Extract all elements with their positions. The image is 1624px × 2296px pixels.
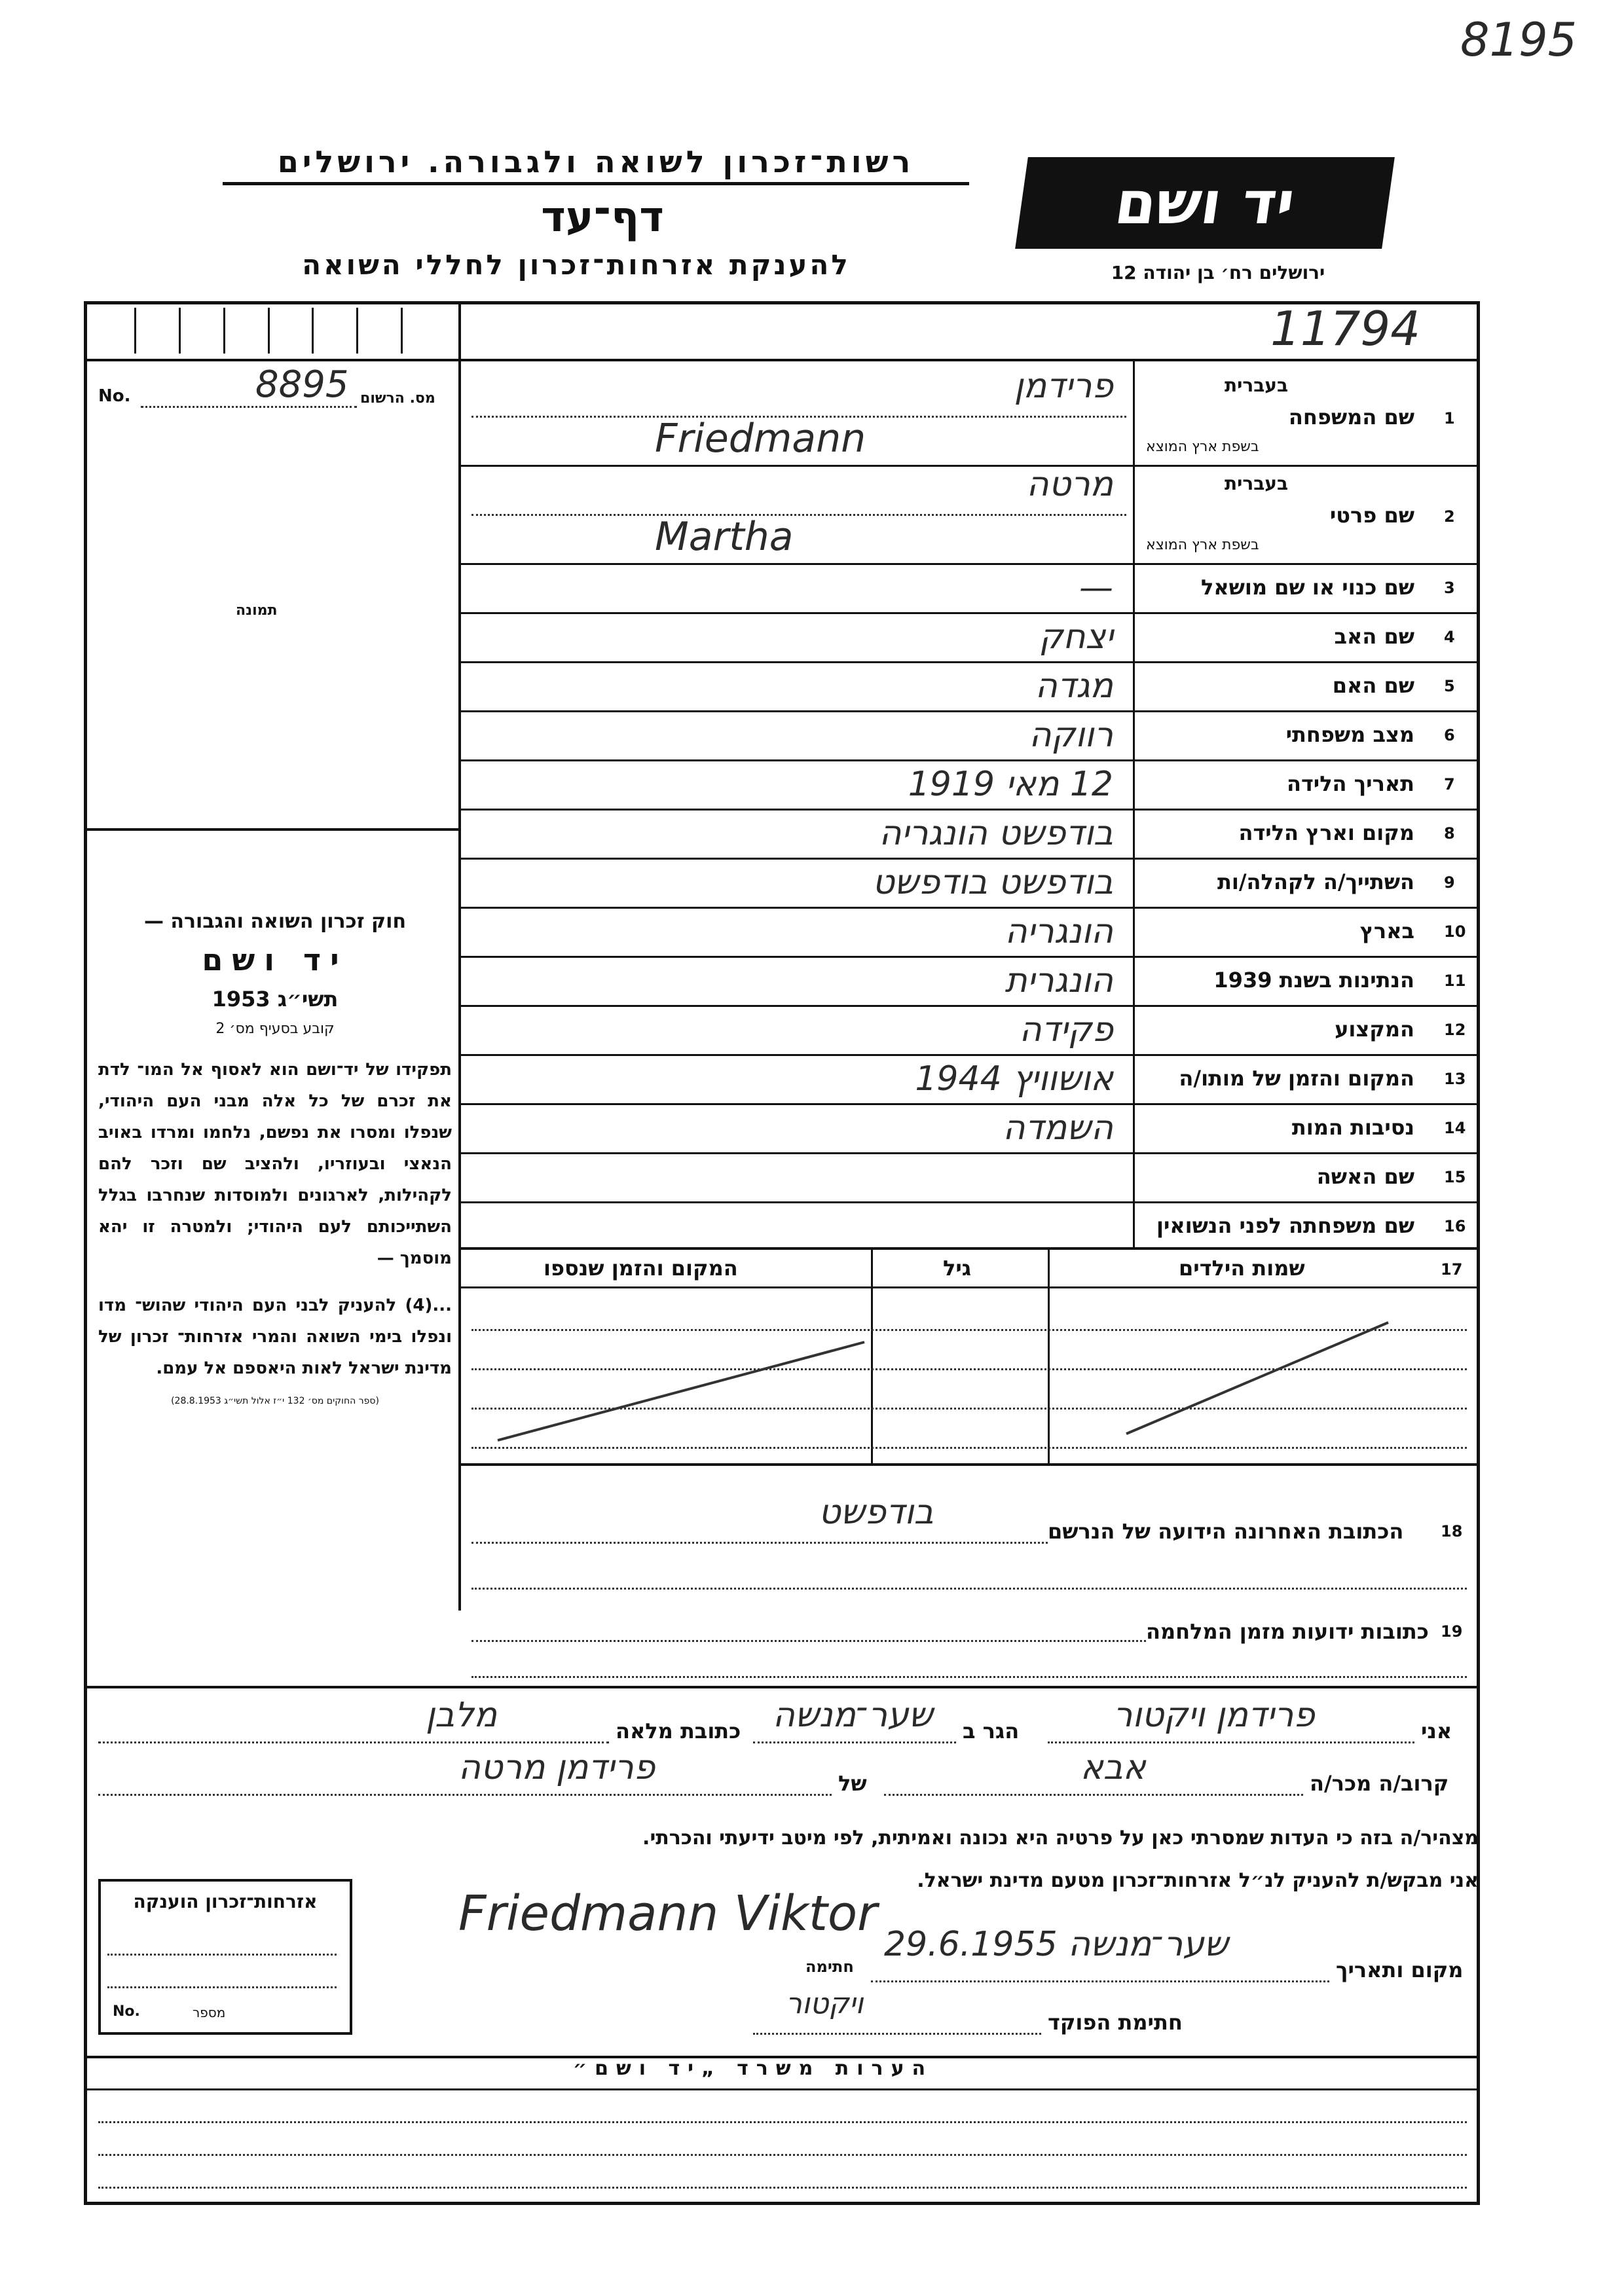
field-10-label: בארץ <box>1359 919 1414 943</box>
law-name: יד ושם <box>202 942 348 977</box>
stamp-box-no: No. <box>113 2003 140 2020</box>
decl-ani: אני <box>1421 1719 1452 1743</box>
field-12-label: המקצוע <box>1335 1017 1414 1042</box>
field-2-number: 2 <box>1444 507 1455 526</box>
field-5-value: מגדה <box>1035 666 1113 706</box>
field-6-value: רווקה <box>1029 716 1113 755</box>
decl-place-date: מקום ותאריך <box>1336 1958 1464 1982</box>
field-1-sub-origin: בשפת ארץ המוצא <box>1146 439 1259 455</box>
yad-vashem-logo <box>1015 157 1395 249</box>
field-17-number: 17 <box>1441 1260 1463 1279</box>
field-10-number: 10 <box>1444 922 1466 941</box>
field-11-value: הונגרית <box>1005 961 1113 1000</box>
field-1-sub-hebrew: בעברית <box>1225 374 1289 396</box>
field-5-label: שם האם <box>1332 673 1414 698</box>
children-names-header: שמות הילדים <box>1179 1256 1305 1281</box>
decl-of-value: פרידמן מרטה <box>458 1748 655 1787</box>
field-10-value: הונגריה <box>1005 912 1113 951</box>
decl-city-value: שער־מנשה <box>773 1696 933 1735</box>
decl-request: אני מבקש/ת להעניק לנ״ל אזרחות־זכרון מטעם מדינת ישראל. <box>917 1869 1479 1892</box>
field-7-label: תאריך הלידה <box>1286 771 1414 796</box>
field-2-sub-origin: בשפת ארץ המוצא <box>1146 537 1259 553</box>
decl-full-address: כתובת מלאה <box>616 1719 741 1743</box>
field-16-label: שם משפחתה לפני הנשואין <box>1156 1213 1414 1238</box>
registration-label: מס. הרשום <box>360 390 435 407</box>
field-15-label: שם האשה <box>1316 1164 1414 1189</box>
field-8-label: מקום וארץ הלידה <box>1238 820 1414 845</box>
law-year: תשי״ג 1953 <box>212 987 339 1011</box>
decl-lives-in: הגר ב <box>963 1719 1020 1743</box>
form-subtitle: להענקת אזרחות־זכרון לחללי השואה <box>302 249 851 281</box>
field-3-value: — <box>1079 568 1113 608</box>
field-4-label: שם האב <box>1334 624 1414 649</box>
decl-of: של <box>838 1771 867 1796</box>
children-strike-lines <box>471 1290 1467 1460</box>
code-boxes <box>92 308 445 354</box>
law-source: (ספר החוקים מס׳ 132 י״ז אלול תשי״ג 28.8.1953) <box>171 1396 379 1406</box>
field-15-number: 15 <box>1444 1168 1466 1186</box>
decl-address-value: מלבן <box>426 1696 498 1735</box>
field-1-value-origin: Friedmann <box>655 416 866 462</box>
field-4-number: 4 <box>1444 628 1455 646</box>
law-text <box>98 910 452 1406</box>
law-title: חוק זכרון השואה והגבורה — <box>143 910 407 933</box>
field-8-number: 8 <box>1444 824 1455 843</box>
authority-title: רשות־זכרון לשואה ולגבורה. ירושלים <box>223 144 969 185</box>
field-3-label: שם כנוי או שם מושאל <box>1200 575 1414 600</box>
field-18-label: הכתובת האחרונה הידועה של הנרשם <box>1048 1519 1404 1544</box>
field-19-number: 19 <box>1441 1622 1463 1641</box>
field-4-value: יצחק <box>1039 617 1113 657</box>
field-6-number: 6 <box>1444 726 1455 744</box>
decl-place-date-value: שער־מנשה 29.6.1955 <box>884 1925 1228 1964</box>
decl-signature: חתימה <box>805 1958 854 1976</box>
registration-number: 8895 <box>255 363 349 406</box>
remarks-title: הערות משרד „יד ושם״ <box>572 2057 934 2080</box>
decl-signature-value: Friedmann Viktor <box>458 1886 877 1942</box>
law-paragraph-2: ...(4) להעניק לבני העם היהודי שהוש־ מדו ונפלו בימי השואה והמרי אזרחות־ זכרון של מדינת ישראל לאות היאספם אל עמם. <box>98 1296 452 1378</box>
field-2-label: שם פרטי <box>1329 503 1414 528</box>
field-18-value: בודפשט <box>819 1493 934 1532</box>
field-19-label: כתובות ידועות מזמן המלחמה <box>1146 1619 1429 1644</box>
field-13-value: אושוויץ 1944 <box>915 1059 1113 1099</box>
decl-relation-value: אבא <box>1080 1748 1146 1787</box>
field-7-number: 7 <box>1444 775 1455 793</box>
stamp-box-number-label: מספר <box>193 2005 226 2020</box>
law-clause: קובע בסעיף מס׳ 2 <box>215 1021 335 1037</box>
decl-name-value: פרידמן ויקטור <box>1113 1696 1315 1735</box>
field-13-number: 13 <box>1444 1070 1466 1088</box>
field-11-number: 11 <box>1444 972 1466 990</box>
citizenship-stamp-box <box>98 1879 352 2035</box>
field-14-value: השמדה <box>1003 1108 1113 1148</box>
field-18-number: 18 <box>1441 1522 1463 1540</box>
field-8-value: בודפשט הונגריה <box>879 814 1113 853</box>
field-13-label: המקום והזמן של מותו/ה <box>1179 1066 1414 1091</box>
top-number: 11794 <box>1270 301 1421 356</box>
field-2-sub-hebrew: בעברית <box>1225 473 1289 494</box>
decl-official: חתימת הפוקד <box>1048 2010 1183 2035</box>
stamp-box-title: אזרחות־זכרון הוענקה <box>133 1891 318 1912</box>
field-3-number: 3 <box>1444 579 1455 597</box>
field-1-value: פרידמן <box>1014 367 1113 406</box>
field-14-label: נסיבות המות <box>1291 1115 1414 1140</box>
field-2-value-origin: Martha <box>655 514 794 560</box>
field-12-value: פקידה <box>1019 1010 1113 1049</box>
address: ירושלים רח׳ בן יהודה 12 <box>1111 262 1325 283</box>
field-11-label: הנתינות בשנת 1939 <box>1213 968 1414 993</box>
field-6-label: מצב משפחתי <box>1285 722 1414 747</box>
field-1-number: 1 <box>1444 409 1455 428</box>
field-9-number: 9 <box>1444 873 1455 892</box>
field-12-number: 12 <box>1444 1021 1466 1039</box>
field-16-number: 16 <box>1444 1217 1466 1235</box>
decl-statement: מצהיר/ה בזה כי העדות שמסרתי כאן על פרטיה היא נכונה ואמיתית, לפי מיטב ידיעתי והכרתי. <box>642 1827 1479 1850</box>
field-9-value: בודפשט בודפשט <box>872 863 1113 902</box>
photo-label: תמונה <box>236 602 278 619</box>
field-5-number: 5 <box>1444 677 1455 695</box>
form-title: דף־עד <box>541 193 664 242</box>
field-2-value: מרטה <box>1026 465 1113 504</box>
field-9-label: השתייך/ה לקהלה/ות <box>1217 869 1414 894</box>
law-paragraph-1: תפקידו של יד־ושם הוא לאסוף אל המו־ לדת את זכרם של כל אלה מבני העם היהודי, שנפלו ומסרו את נפשם, נלחמו ומרדו באויב הנאצי ובעוזריו, ולהציב שם וזכר להם לקהילות, לארגונים ולמוסדות שנחרבו בגלל השתייכותם לעם היהודי; ולמטרה זו יהא מוסמך — <box>98 1060 452 1268</box>
children-age-header: גיל <box>943 1256 972 1281</box>
field-7-value: 12 מאי 1919 <box>908 765 1113 804</box>
field-1-label: שם המשפחה <box>1288 405 1414 429</box>
decl-official-value: ויקטור <box>786 1987 864 2020</box>
archive-number: 8195 <box>1460 13 1578 67</box>
field-14-number: 14 <box>1444 1119 1466 1137</box>
logo-text: יד ושם <box>1111 168 1299 238</box>
children-place-header: המקום והזמן שנספו <box>544 1256 738 1281</box>
registration-no-label: No. <box>98 386 131 406</box>
decl-relative: קרוב/ה מכר/ה <box>1310 1771 1449 1796</box>
